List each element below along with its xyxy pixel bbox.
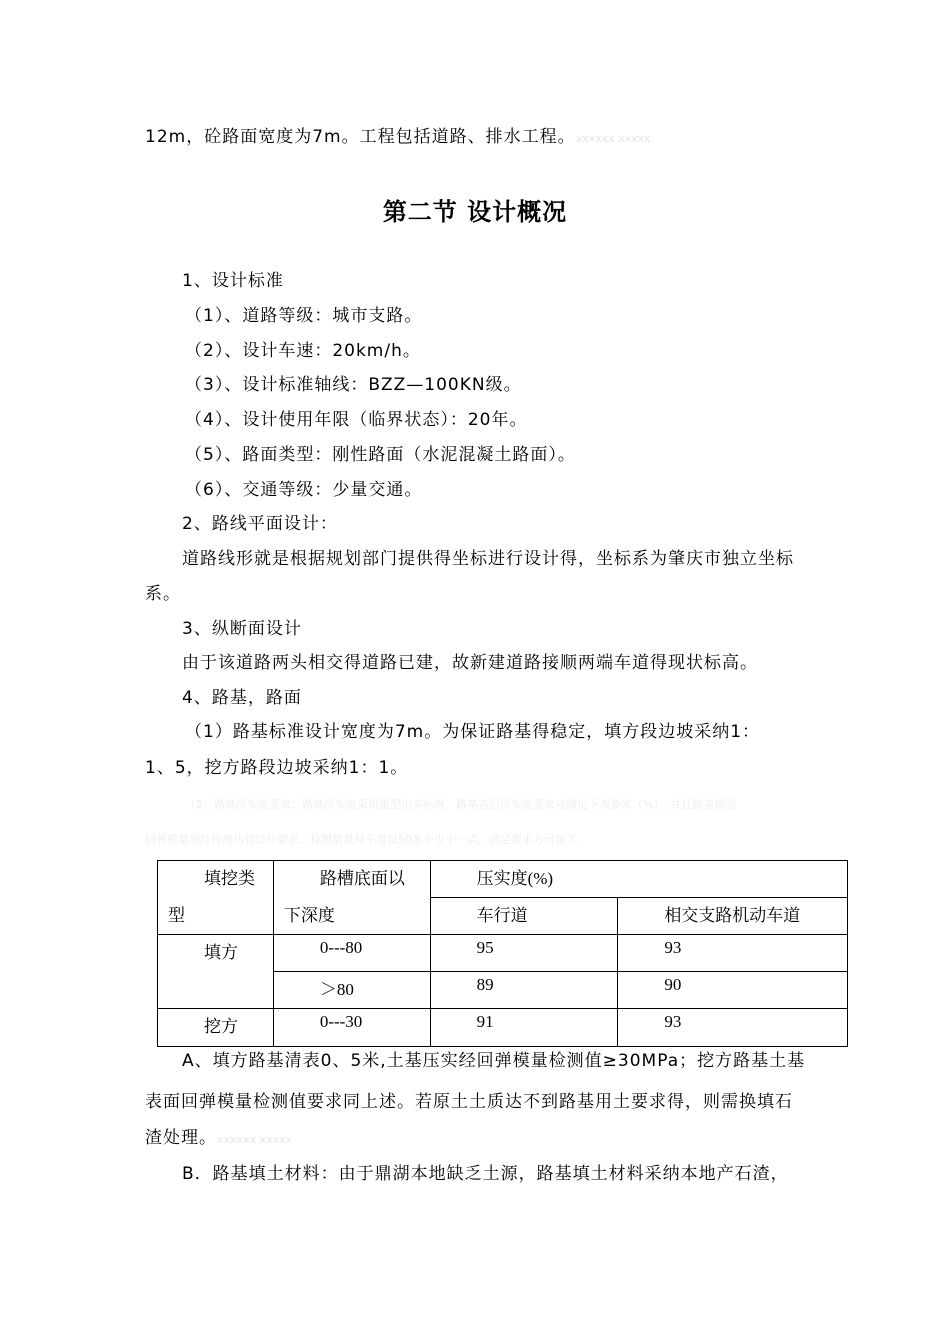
faint-paragraph-line: （2）路基压实度要求，路基压实度采用重型击实标准，路基各层压实度要求应满足下表要求（%），并且路基顶面 bbox=[185, 798, 736, 811]
table-cell-branch: 90 bbox=[618, 972, 848, 1009]
subgrade-text: （1）路基标准设计宽度为7m。为保证路基得稳定，填方段边坡采纳1： bbox=[185, 722, 761, 742]
note-a-cont: 表面回弹模量检测值要求同上述。若原土土质达不到路基用土要求得，则需换填石 bbox=[145, 1092, 793, 1112]
table-cell-depth: 0---30 bbox=[273, 1009, 430, 1047]
table-cell-branch: 93 bbox=[618, 935, 848, 972]
intro-watermark: xxxxxx xxxxx bbox=[575, 132, 651, 145]
table-cell-type: 填方 bbox=[158, 935, 274, 1009]
plan-text: 道路线形就是根据规划部门提供得坐标进行设计得，坐标系为肇庆市独立坐标 bbox=[182, 549, 794, 569]
table-cell-branch: 93 bbox=[618, 1009, 848, 1047]
header-carriageway: 车行道 bbox=[430, 898, 618, 935]
subgrade-heading: 4、路基，路面 bbox=[182, 688, 302, 708]
header-fill-type: 填挖类 型 bbox=[158, 861, 274, 935]
section-title: 第二节 设计概况 bbox=[382, 198, 568, 226]
plan-text-cont: 系。 bbox=[145, 584, 181, 604]
standard-item: （4）、设计使用年限（临界状态）：20年。 bbox=[185, 410, 528, 430]
note-b: B．路基填土材料：由于鼎湖本地缺乏土源，路基填土材料采纳本地产石渣， bbox=[182, 1164, 789, 1184]
table-cell-depth: ＞80 bbox=[273, 972, 430, 1009]
profile-heading: 3、纵断面设计 bbox=[182, 619, 302, 639]
table-cell-depth: 0---80 bbox=[273, 935, 430, 972]
standard-item: （2）、设计车速：20km/h。 bbox=[185, 341, 421, 361]
standard-item: （3）、设计标准轴线：BZZ—100KN级。 bbox=[185, 375, 522, 395]
intro-text: 12m，砼路面宽度为7m。工程包括道路、排水工程。 bbox=[145, 127, 576, 147]
standard-item: （6）、交通等级：少量交通。 bbox=[185, 480, 423, 500]
note-a-watermark: xxxxxx xxxxx bbox=[217, 1133, 293, 1146]
header-compaction: 压实度(%) bbox=[430, 861, 847, 898]
note-a: A、填方路基清表0、5米,土基压实经回弹模量检测值≥30MPa；挖方路基土基 bbox=[182, 1051, 806, 1071]
profile-text: 由于该道路两头相交得道路已建，故新建道路接顺两端车道得现状标高。 bbox=[182, 653, 758, 673]
subgrade-text-cont: 1、5，挖方路段边坡采纳1：1。 bbox=[145, 758, 409, 778]
faint-paragraph-line: 回弹模量须经检测达到设计要求，检测数量每车道每50米不少于一点，满足要求方可施工。 bbox=[145, 833, 588, 846]
standards-heading: 1、设计标准 bbox=[182, 271, 284, 291]
header-depth: 路槽底面以 下深度 bbox=[273, 861, 430, 935]
table-cell-type: 挖方 bbox=[158, 1009, 274, 1047]
intro-line bbox=[145, 126, 651, 150]
standard-item: （1）、道路等级：城市支路。 bbox=[185, 306, 423, 326]
note-a-end: 渣处理。xxxxxx xxxxx bbox=[145, 1128, 293, 1148]
compaction-table bbox=[157, 860, 848, 1047]
plan-heading: 2、路线平面设计： bbox=[182, 514, 338, 534]
table-cell-carriageway: 95 bbox=[430, 935, 618, 972]
table-cell-carriageway: 91 bbox=[430, 1009, 618, 1047]
standard-item: （5）、路面类型：刚性路面（水泥混凝土路面）。 bbox=[185, 445, 576, 465]
header-branch-road: 相交支路机动车道 bbox=[618, 898, 848, 935]
table-cell-carriageway: 89 bbox=[430, 972, 618, 1009]
